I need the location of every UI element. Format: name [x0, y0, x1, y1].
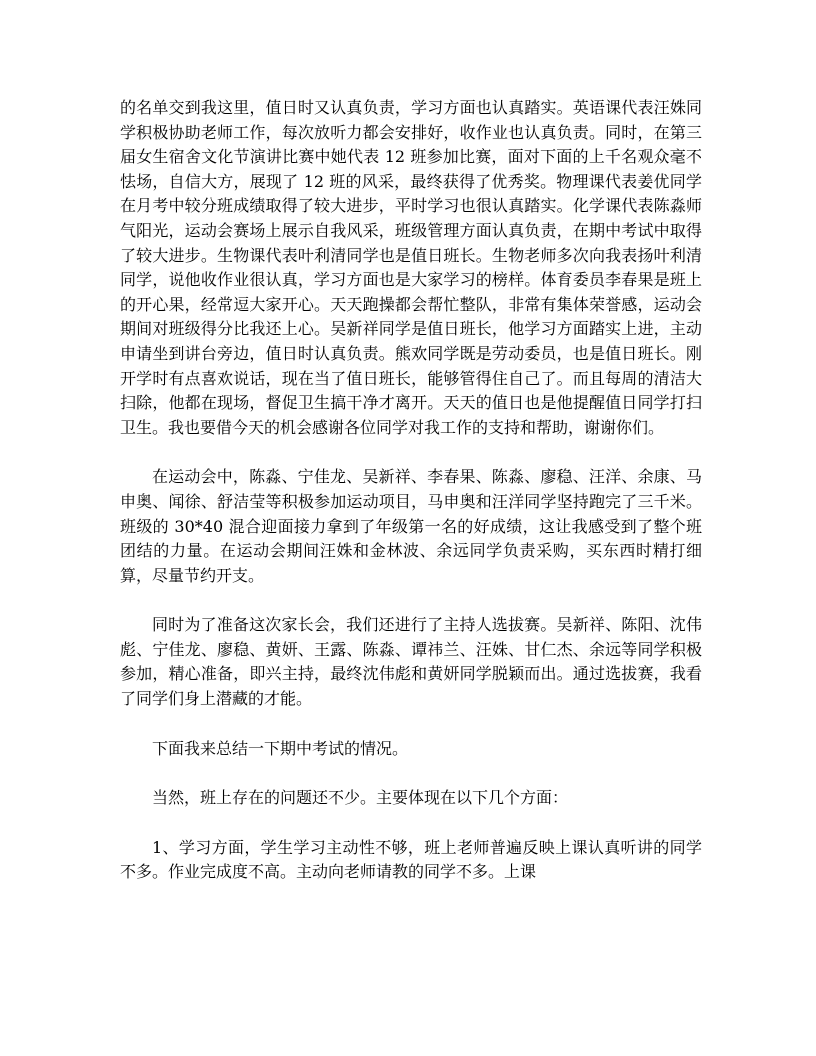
paragraph-problem-study: 1、学习方面，学生学习主动性不够，班上老师普遍反映上课认真听讲的同学不多。作业完成度不高。主动向老师请教的同学不多。上课: [120, 837, 702, 882]
paragraph-spacer: [120, 588, 702, 613]
paragraph-spacer: [120, 712, 702, 737]
paragraph-spacer: [120, 811, 702, 836]
paragraph-spacer: [120, 761, 702, 786]
paragraph-spacer: [120, 440, 702, 465]
paragraph-class-cadre-summary: 的名单交到我这里，值日时又认真负责，学习方面也认真踏实。英语课代表汪姝同学积极协助老师工作，每次放听力都会安排好，收作业也认真负责。同时，在第三届女生宿舍文化节演讲比赛中她代表 12 班参加比赛，面对下面的上千名观众毫不怯场，自信大方，展现了 12 班的风采，最终获得了优秀奖。物理课代表姜优同学在月考中较分班成绩取得了较大进步，平时学习也很认真踏实。化学课代表陈淼师气阳光，运动会赛场上展示自我风采，班级管理方面认真负责，在期中考试中取得了较大进步。生物课代表叶利清同学也是值日班长。生物老师多次向我表扬叶利清同学，说他收作业很认真，学习方面也是大家学习的榜样。体育委员李春果是班上的开心果，经常逗大家开心。天天跑操都会帮忙整队，非常有集体荣誉感，运动会期间对班级得分比我还上心。吴新祥同学是值日班长，他学习方面踏实上进，主动申请坐到讲台旁边，值日时认真负责。熊欢同学既是劳动委员，也是值日班长。刚开学时有点喜欢说话，现在当了值日班长，能够管得住自己了。而且每周的清洁大扫除，他都在现场，督促卫生搞干净才离开。天天的值日也是他提醒值日同学打扫卫生。我也要借今天的机会感谢各位同学对我工作的支持和帮助，谢谢你们。: [120, 98, 702, 437]
paragraph-sports-meet: 在运动会中，陈淼、宁佳龙、吴新祥、李春果、陈淼、廖稳、汪洋、余康、马申奥、闻徐、舒洁莹等积极参加运动项目，马申奥和汪洋同学坚持跑完了三千米。班级的 30*40 混合迎面接力拿到了年级第一名的好成绩，这让我感受到了整个班团结的力量。在运动会期间汪姝和金林波、余远同学负责采购，买东西时精打细算，尽量节约开支。: [120, 467, 702, 585]
paragraph-host-selection: 同时为了准备这次家长会，我们还进行了主持人选拔赛。吴新祥、陈阳、沈伟彪、宁佳龙、廖稳、黄妍、王露、陈淼、谭祎兰、汪姝、甘仁杰、余远等同学积极参加，精心准备，即兴主持，最终沈伟彪和黄妍同学脱颖而出。通过选拔赛，我看了同学们身上潜藏的才能。: [120, 615, 702, 709]
paragraph-problems-intro: 当然，班上存在的问题还不少。主要体现在以下几个方面：: [152, 788, 569, 808]
paragraph-midterm-intro: 下面我来总结一下期中考试的情况。: [152, 738, 409, 758]
document-page: [120, 96, 702, 885]
